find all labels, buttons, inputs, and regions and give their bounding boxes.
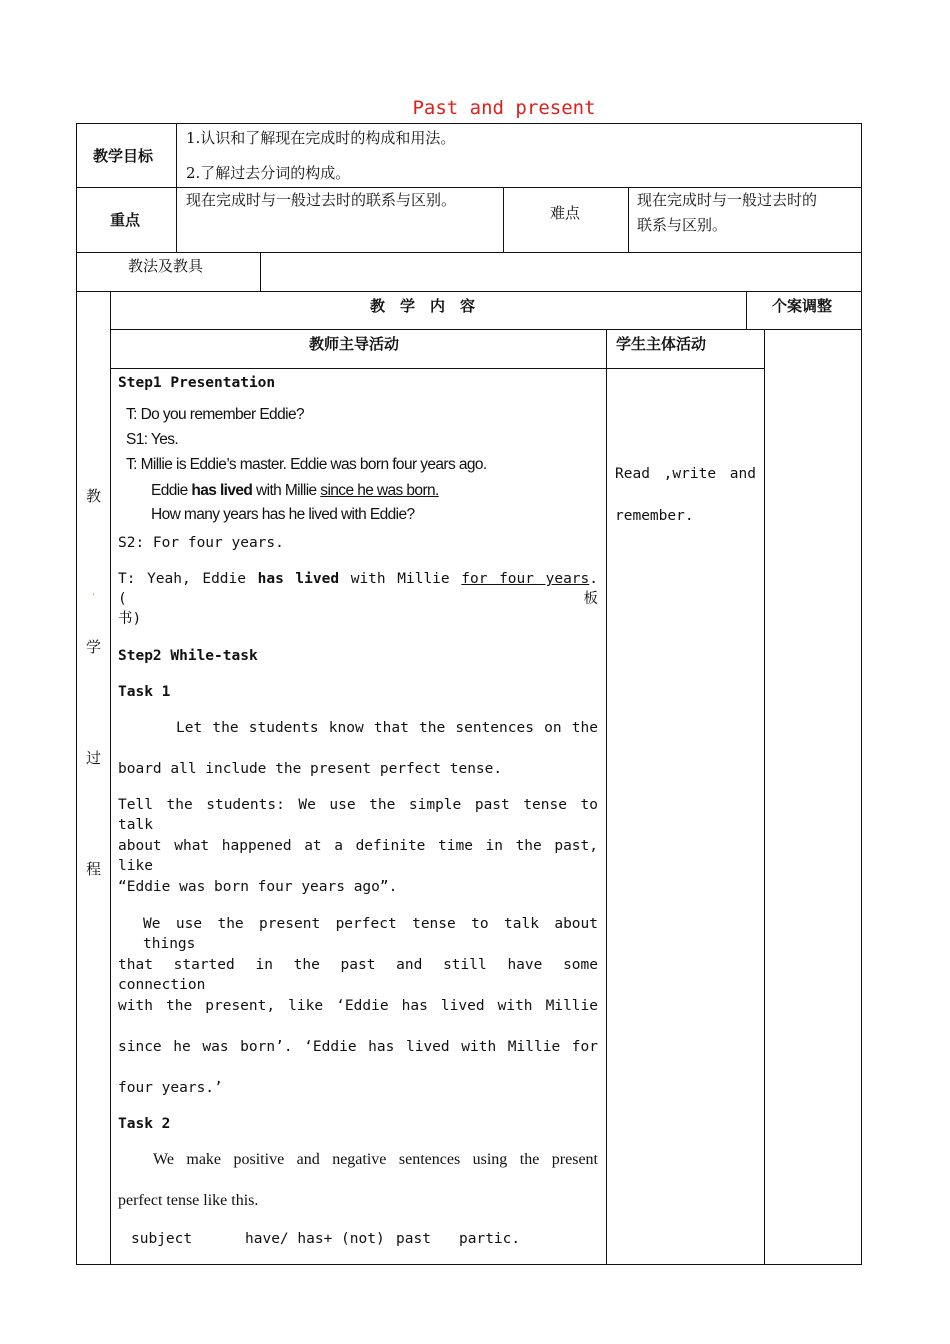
difficulty-text-2: 联系与区别。 bbox=[637, 216, 728, 234]
student-header: 学生主体活动 bbox=[616, 335, 707, 353]
task-heading: Task 1 bbox=[118, 684, 171, 700]
process-label-char: 教 bbox=[86, 487, 102, 505]
col-divider bbox=[746, 291, 747, 329]
paragraph-line: that started in the past and still have some connection bbox=[118, 957, 598, 993]
content-header: 教 学 内 容 bbox=[370, 297, 476, 315]
paragraph-line: four years.’ bbox=[118, 1080, 223, 1096]
row-divider bbox=[110, 368, 764, 369]
paragraph-line: about what happened at a definite time in the past, like bbox=[118, 838, 598, 874]
col-divider bbox=[606, 329, 607, 1265]
dialogue-line: How many years has he lived with Eddie? bbox=[151, 506, 415, 523]
step-heading: Step2 While-task bbox=[118, 648, 258, 664]
formula-part: have/ has+ (not) bbox=[245, 1231, 385, 1247]
row-divider bbox=[110, 329, 862, 330]
paragraph-line: Tell the students: We use the simple past tense to talk bbox=[118, 797, 598, 833]
col-divider bbox=[503, 187, 504, 252]
objectives-label: 教学目标 bbox=[93, 147, 154, 165]
formula-part: past bbox=[396, 1231, 431, 1247]
dialogue-line: 书) bbox=[118, 611, 142, 627]
dialogue-line: T: Do you remember Eddie? bbox=[126, 406, 304, 423]
dialogue-line: Eddie has lived with Millie since he was born. bbox=[151, 482, 439, 499]
paragraph-line: since he was born’. ‘Eddie has lived with Millie for bbox=[118, 1039, 598, 1055]
col-divider bbox=[628, 187, 629, 252]
paragraph-line: Let the students know that the sentences on the bbox=[176, 720, 598, 736]
process-label-char: 学 bbox=[86, 638, 102, 656]
difficulty-label: 难点 bbox=[550, 204, 581, 222]
page-title: Past and present bbox=[412, 97, 596, 119]
step-heading: Step1 Presentation bbox=[118, 375, 276, 391]
process-label-dot: · bbox=[92, 590, 96, 601]
process-label-char: 程 bbox=[86, 860, 102, 878]
paragraph-line: We make positive and negative sentences using the present bbox=[153, 1151, 598, 1168]
col-divider bbox=[176, 124, 177, 252]
key-point-label: 重点 bbox=[110, 211, 141, 229]
key-point-text: 现在完成时与一般过去时的联系与区别。 bbox=[186, 191, 457, 209]
paragraph-line: “Eddie was born four years ago”. bbox=[118, 879, 398, 895]
adjust-header: 个案调整 bbox=[772, 297, 833, 315]
formula-part: partic. bbox=[459, 1231, 521, 1247]
objective-1: 1.认识和了解现在完成时的构成和用法。 bbox=[186, 129, 456, 147]
row-divider bbox=[77, 187, 862, 188]
col-divider bbox=[260, 252, 261, 291]
dialogue-line: S1: Yes. bbox=[126, 431, 179, 448]
col-divider bbox=[764, 329, 765, 1265]
methods-label: 教法及教具 bbox=[128, 257, 204, 275]
paragraph-line: We use the present perfect tense to talk about things bbox=[143, 916, 598, 952]
paragraph-line: perfect tense like this. bbox=[118, 1192, 259, 1209]
row-divider bbox=[77, 252, 862, 253]
teacher-header: 教师主导活动 bbox=[309, 335, 400, 353]
process-label-char: 过 bbox=[86, 749, 102, 767]
dialogue-line: T: Yeah, Eddie has lived with Millie for four years. (板 bbox=[118, 571, 598, 607]
paragraph-line: with the present, like ‘Eddie has lived with Millie bbox=[118, 998, 598, 1014]
dialogue-line: S2: For four years. bbox=[118, 535, 284, 551]
dialogue-line: T: Millie is Eddie’s master. Eddie was born four years ago. bbox=[126, 456, 487, 473]
row-divider bbox=[77, 291, 862, 292]
formula-part: subject bbox=[131, 1231, 193, 1247]
student-activity-line: Read ,write and bbox=[615, 466, 756, 482]
student-activity-line: remember. bbox=[615, 508, 694, 524]
paragraph-line: board all include the present perfect tense. bbox=[118, 761, 503, 777]
difficulty-text-1: 现在完成时与一般过去时的 bbox=[637, 191, 818, 209]
objective-2: 2.了解过去分词的构成。 bbox=[186, 164, 351, 182]
task-heading: Task 2 bbox=[118, 1116, 171, 1132]
col-divider bbox=[110, 291, 111, 1265]
